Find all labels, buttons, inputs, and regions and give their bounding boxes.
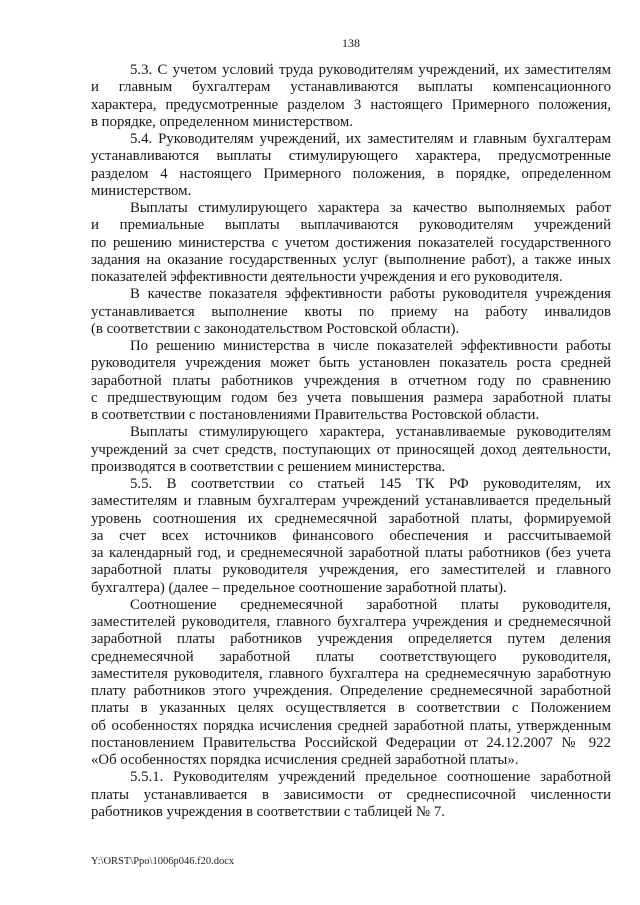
- text-line: учреждений за счет средств, поступающих от приносящей доход деятельности,: [91, 441, 611, 458]
- text-line: за календарный год, и среднемесячной заработной платы работников (без учета: [91, 545, 611, 561]
- text-line: По решению министерства в числе показателей эффективности работы: [130, 338, 611, 354]
- text-line: В качестве показателя эффективности работы руководителя учреждения: [130, 286, 611, 303]
- text-line: руководителя учреждения может быть установлен показатель роста средней: [91, 355, 611, 372]
- text-line: и премиальные выплаты выплачиваются руководителям учреждений: [91, 217, 611, 234]
- paragraph-salary-ratio-calculation: [91, 597, 611, 770]
- document-body: [91, 62, 611, 821]
- text-line: платы в указанных целях осуществляется в соответствии с Положением: [91, 700, 611, 717]
- text-line: заработной платы работников учреждения в отчетном году по сравнению: [91, 372, 611, 389]
- text-line: плату работников этого учреждения. Определение среднемесячной заработной: [91, 683, 611, 699]
- text-line: 5.4. Руководителям учреждений, их заместителям и главным бухгалтерам: [130, 131, 611, 147]
- text-line: 5.5. В соответствии со статьей 145 ТК РФ руководителям, их: [130, 476, 611, 492]
- text-line: заработной платы руководителя учреждения, его заместителей и главного: [91, 562, 611, 579]
- text-line: министерством.: [91, 182, 192, 199]
- text-line: показателей эффективности деятельности учреждения и его руководителя.: [91, 269, 563, 285]
- text-line: заместителям и главным бухгалтерам учреждений устанавливается предельный: [91, 493, 611, 510]
- paragraph-disability-quota-indicator: [91, 286, 611, 338]
- text-line: устанавливаются выплаты стимулирующего характера, предусмотренные: [91, 148, 611, 165]
- text-line: бухгалтера) (далее – предельное соотношение заработной платы).: [91, 579, 507, 596]
- text-line: разделом 4 настоящего Примерного положения, в порядке, определенном: [91, 165, 611, 182]
- text-line: платы устанавливается в зависимости от среднесписочной численности: [91, 786, 611, 803]
- text-line: 5.5.1. Руководителям учреждений предельное соотношение заработной: [130, 769, 611, 786]
- page-number: 138: [342, 36, 360, 50]
- text-line: работников учреждения в соответствии с таблицей № 7.: [91, 803, 445, 820]
- text-line: (в соответствии с законодательством Ростовской области).: [91, 320, 460, 337]
- text-line: среднемесячной заработной платы соответствующего руководителя,: [91, 648, 611, 665]
- text-line: задания на оказание государственных услуг (выполнение работ), а также иных: [91, 251, 611, 268]
- text-line: заместителей руководителя, главного бухгалтера учреждения и среднемесячной: [91, 614, 611, 630]
- paragraph-incentive-payments-quality: [91, 200, 611, 286]
- text-line: постановлением Правительства Российской Федерации от 24.12.2007 № 922: [91, 734, 611, 751]
- text-line: Выплаты стимулирующего характера, устанавливаемые руководителям: [130, 424, 611, 441]
- text-line: в порядке, определенном министерством.: [91, 113, 353, 130]
- text-line: с предшествующим годом без учета повышения размера заработной платы: [91, 389, 611, 406]
- text-line: характера, предусмотренные разделом 3 настоящего Примерного положения,: [91, 96, 611, 113]
- text-line: Выплаты стимулирующего характера за качество выполняемых работ: [130, 200, 611, 216]
- paragraph-average-salary-growth-indicator: [91, 338, 611, 424]
- paragraph-income-generating-payments: [91, 424, 611, 476]
- text-line: за счет всех источников финансового обеспечения и рассчитываемой: [91, 527, 611, 544]
- text-line: заместителя руководителя, главного бухгалтера на среднемесячную заработную: [91, 665, 611, 682]
- text-line: в соответствии с постановлениями Правительства Ростовской области.: [91, 407, 540, 423]
- text-line: уровень соотношения их среднемесячной заработной платы, формируемой: [91, 510, 611, 527]
- paragraph-5-5: [91, 476, 611, 597]
- text-line: производятся в соответствии с решением министерства.: [91, 458, 446, 475]
- paragraph-5-5-1: [91, 769, 611, 821]
- text-line: Соотношение среднемесячной заработной платы руководителя,: [130, 596, 611, 613]
- text-line: и главным бухгалтерам устанавливаются выплаты компенсационного: [91, 79, 611, 96]
- text-line: заработной платы работников учреждения определяется путем деления: [91, 631, 611, 648]
- text-line: устанавливается выполнение квоты по приему на работу инвалидов: [91, 303, 611, 320]
- footer-file-path: Y:\ORST\Ppo\1006p046.f20.docx: [91, 856, 235, 867]
- text-line: «Об особенностях порядка исчисления средней заработной платы».: [91, 752, 519, 768]
- paragraph-5-3: [91, 62, 611, 131]
- text-line: по решению министерства с учетом достижения показателей государственного: [91, 234, 611, 251]
- paragraph-5-4: [91, 131, 611, 200]
- text-line: об особенностях порядка исчисления средней заработной платы, утвержденным: [91, 717, 611, 734]
- text-line: 5.3. С учетом условий труда руководителям учреждений, их заместителям: [130, 62, 611, 78]
